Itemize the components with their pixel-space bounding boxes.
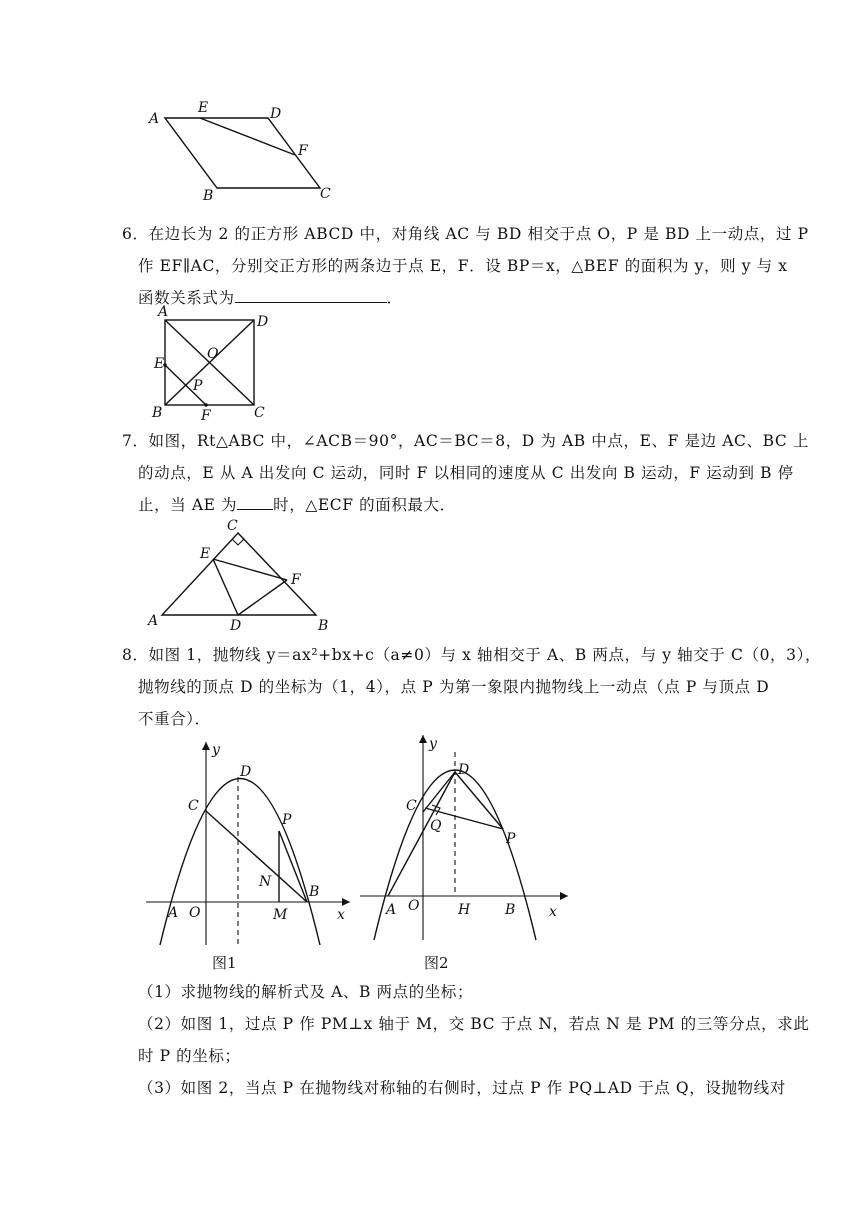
q8-line-3: 不重合）． (138, 710, 211, 728)
label-y: y (429, 736, 437, 752)
label-N: N (259, 874, 272, 890)
triangle-figure (146, 518, 328, 634)
label-B: B (505, 902, 516, 918)
q8-sub-2-line-1: （2）如图 1，过点 P 作 PM⊥x 轴于 M，交 BC 于点 N，若点 N 是 PM 的三等分点，求此 (138, 1015, 810, 1033)
label-F: F (201, 408, 211, 424)
label-B: B (318, 618, 329, 634)
q7-line-3 (138, 489, 456, 521)
q6-line-3-text: 函数关系式为 (138, 289, 235, 307)
label-B: B (152, 405, 163, 421)
caption: 图1 (212, 954, 237, 972)
answer-blank (235, 282, 387, 303)
label-D: D (240, 764, 252, 780)
q8-line-1: 8．如图 1，抛物线 y＝ax²+bx+c（a≠0）与 x 轴相交于 A、B 两点，与 y 轴交于 C（0，3）， (122, 646, 822, 664)
q6-line-3-end: ． (386, 289, 403, 307)
figure-2 (360, 735, 568, 972)
label-y: y (212, 742, 220, 758)
label-P: P (193, 378, 203, 394)
label-O: O (408, 898, 420, 914)
q8-line-2: 抛物线的顶点 D 的坐标为（1，4），点 P 为第一象限内抛物线上一动点（点 P 与顶点 D (138, 678, 770, 696)
q8-sub-3-line-1: （3）如图 2，当点 P 在抛物线对称轴的右侧时，过点 P 作 PQ⊥AD 于点 Q，设抛物线对 (138, 1079, 786, 1097)
q6-line-1: 6．在边长为 2 的正方形 ABCD 中，对角线 AC 与 BD 相交于点 O，P 是 BD 上一动点，过 P (122, 225, 809, 243)
caption: 图2 (424, 954, 449, 972)
label-O: O (189, 905, 201, 921)
label-D: D (257, 314, 269, 330)
label-P: P (506, 831, 516, 847)
q7-line-3-end: 时，△ECF 的面积最大． (273, 496, 456, 514)
label-E: E (154, 356, 165, 372)
label-x: x (549, 904, 557, 920)
parallelogram-figure (147, 100, 331, 204)
label-x: x (337, 907, 345, 923)
q8-sub-2-line-2: 时 P 的坐标； (138, 1047, 241, 1065)
q8-sub-1: （1）求抛物线的解析式及 A、B 两点的坐标； (138, 983, 474, 1001)
figure-1 (146, 742, 350, 972)
label-E: E (198, 100, 209, 116)
label-C: C (406, 798, 417, 814)
square-figure (151, 304, 268, 424)
label-F: F (291, 572, 301, 588)
label-D: D (230, 618, 242, 634)
label-D: D (270, 106, 282, 122)
q6-line-2: 作 EF∥AC，分别交正方形的两条边于点 E，F．设 BP＝x，△BEF 的面积为 y，则 y 与 x (138, 257, 788, 275)
label-B: B (203, 188, 214, 204)
label-A: A (158, 304, 169, 320)
label-A: A (168, 905, 179, 921)
label-O: O (207, 346, 219, 362)
q7-line-2: 的动点，E 从 A 出发向 C 运动，同时 F 以相同的速度从 C 出发向 B 运动，F 运动到 B 停 (138, 464, 794, 482)
label-C: C (320, 186, 331, 202)
label-A: A (386, 902, 397, 918)
answer-blank (237, 489, 273, 510)
label-H: H (458, 902, 471, 918)
q6-line-3 (138, 282, 403, 314)
label-C: C (254, 405, 265, 421)
label-P: P (282, 812, 292, 828)
label-B: B (309, 884, 320, 900)
label-E: E (200, 546, 211, 562)
label-C: C (188, 798, 199, 814)
label-A: A (149, 111, 160, 127)
q7-line-1: 7．如图，Rt△ABC 中，∠ACB＝90°，AC＝BC＝8，D 为 AB 中点，E、F 是边 AC、BC 上 (122, 432, 809, 450)
label-C: C (227, 518, 238, 534)
label-A: A (148, 613, 159, 629)
label-F: F (298, 143, 308, 159)
label-M: M (273, 907, 288, 923)
label-Q: Q (430, 818, 442, 834)
label-D: D (458, 762, 470, 778)
q7-line-3-text: 止，当 AE 为 (138, 496, 238, 514)
